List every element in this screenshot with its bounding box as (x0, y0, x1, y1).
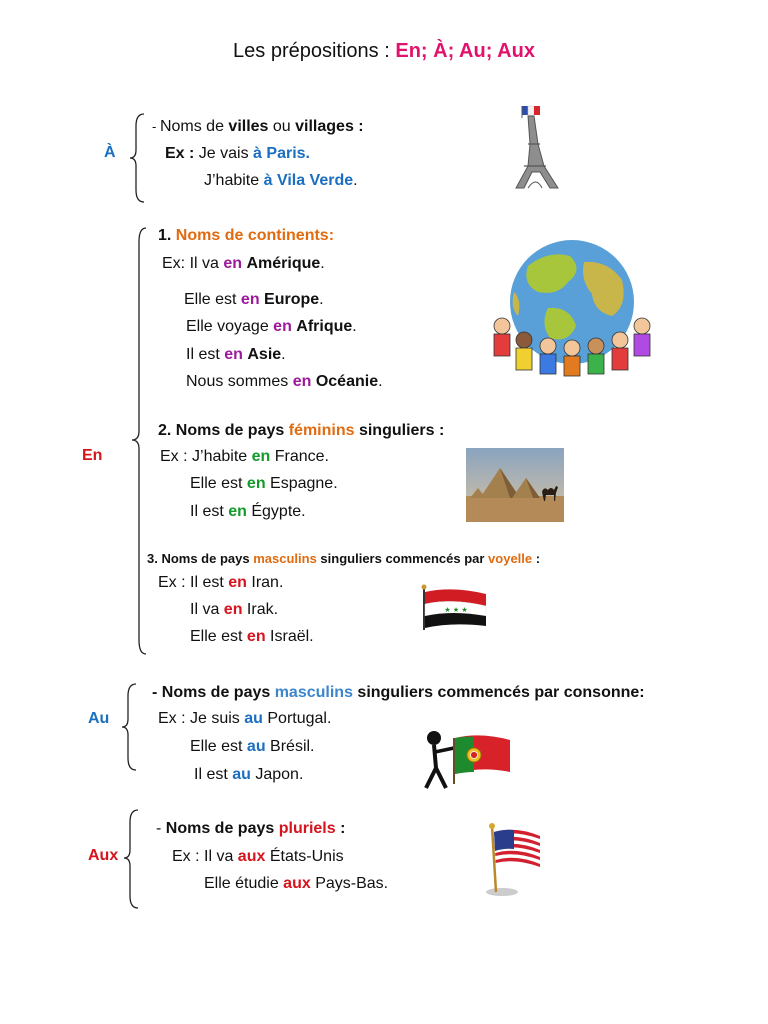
iraq-flag-icon (418, 584, 490, 632)
title-prefix: Les prépositions : (233, 40, 396, 62)
rule-a: - Noms de villes ou villages : (152, 118, 364, 135)
continent-example-3: Elle voyage en Afrique. (186, 318, 357, 335)
pyramids-camel-icon (466, 448, 564, 522)
example-a-1: Ex : Je vais à Paris. (165, 145, 310, 162)
continent-example-2: Elle est en Europe. (184, 291, 324, 308)
svg-text:★ ★ ★: ★ ★ ★ (444, 606, 468, 614)
label-en: En (82, 447, 103, 464)
eiffel-tower-icon (510, 104, 574, 192)
brace-au (120, 682, 140, 772)
au-example-2: Elle est au Brésil. (190, 738, 315, 755)
feminine-example-2: Elle est en Espagne. (190, 475, 338, 492)
heading-masculine-vowel: 3. Noms de pays masculins singuliers commencés par voyelle : (147, 551, 541, 566)
brace-aux (122, 808, 142, 910)
globe-children-icon (488, 236, 656, 378)
continent-example-1: Ex: Il va en Amérique. (162, 255, 325, 272)
feminine-example-3: Il est en Égypte. (190, 503, 306, 520)
heading-feminine: 2. Noms de pays féminins singuliers : (158, 422, 445, 439)
au-example-3: Il est au Japon. (194, 766, 304, 783)
au-example-1: Ex : Je suis au Portugal. (158, 710, 332, 727)
usa-flag-icon (484, 822, 550, 898)
brace-a (128, 112, 148, 204)
masculine-example-1: Ex : Il est en Iran. (158, 574, 284, 591)
continent-example-4: Il est en Asie. (186, 346, 286, 363)
brace-en (130, 226, 150, 656)
label-au: Au (88, 710, 110, 727)
example-a-2: J’habite à Vila Verde. (204, 172, 358, 189)
portugal-flag-figure-icon (420, 726, 516, 792)
aux-example-1: Ex : Il va aux États-Unis (172, 848, 344, 865)
title-highlight: En; À; Au; Aux (395, 40, 535, 62)
heading-masculine-consonant: - Noms de pays masculins singuliers commencés par consonne: (152, 684, 645, 701)
aux-example-2: Elle étudie aux Pays-Bas. (204, 875, 389, 892)
masculine-example-2: Il va en Irak. (190, 601, 279, 618)
heading-plural: - Noms de pays pluriels : (156, 820, 346, 837)
continent-example-5: Nous sommes en Océanie. (186, 373, 383, 390)
label-a: À (104, 144, 116, 161)
page-title (0, 40, 768, 63)
label-aux: Aux (88, 847, 119, 864)
feminine-example-1: Ex : J’habite en France. (160, 448, 329, 465)
heading-continents: 1. Noms de continents: (158, 227, 335, 244)
masculine-example-3: Elle est en Israël. (190, 628, 314, 645)
